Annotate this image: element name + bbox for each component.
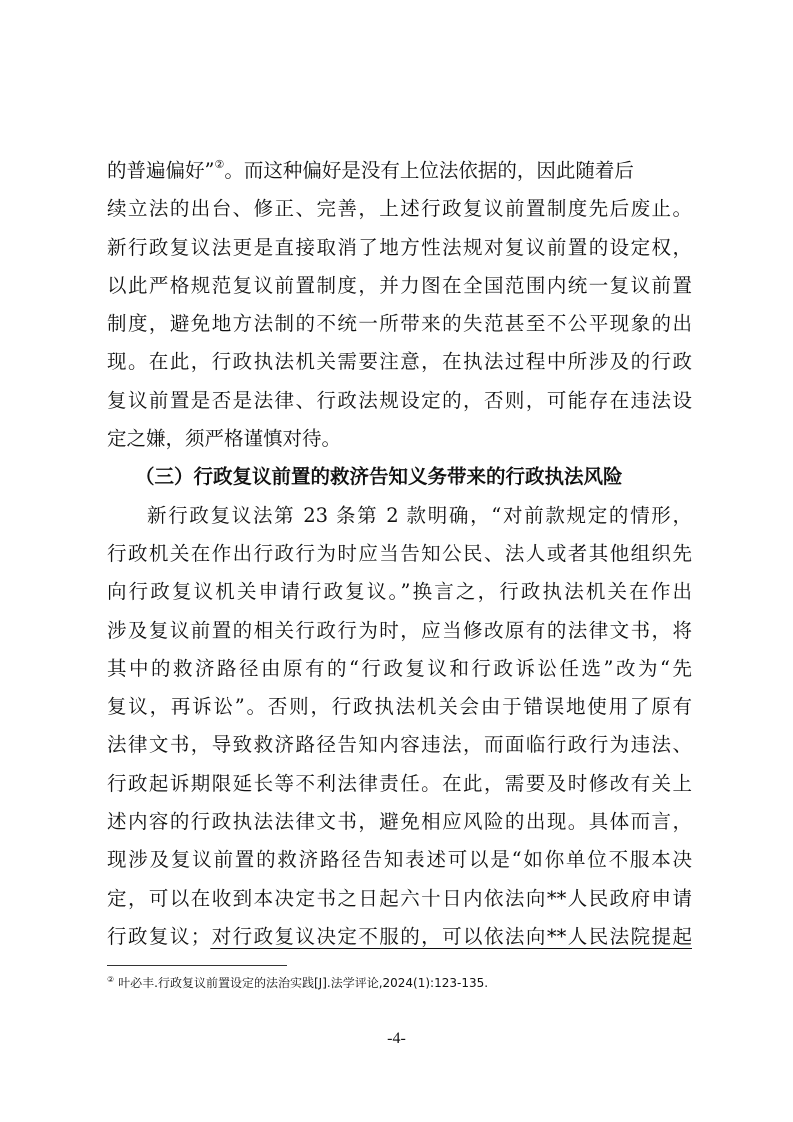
page-number: -4-	[387, 1030, 406, 1047]
text-line	[107, 918, 692, 956]
text-line: 其中的救济路径由原有的“行政复议和行政诉讼任选”改为“先	[107, 656, 692, 680]
text-line: 现涉及复议前置的救济路径告知表述可以是“如你单位不服本决	[107, 848, 692, 872]
text-line: 定，可以在收到本决定书之日起六十日内依法向**人民政府申请	[107, 886, 692, 910]
footnote-reference: ②	[214, 158, 225, 171]
text-line: 行政起诉期限延长等不利法律责任。在此，需要及时修改有关上	[107, 771, 692, 795]
text-line: 述内容的行政执法法律文书，避免相应风险的出现。具体而言，	[107, 810, 692, 834]
footnote	[107, 974, 707, 991]
text-line: 法律文书，导致救济路径告知内容违法，而面临行政行为违法、	[107, 733, 692, 757]
text-fragment: 。而这种偏好是没有上位法依据的，因此随着后	[224, 159, 634, 182]
text-line: 新行政复议法第 23 条第 2 款明确，“对前款规定的情形，	[147, 503, 692, 527]
text-fragment: 的普遍偏好”	[107, 159, 215, 182]
text-line: 定之嫌，须严格谨慎对待。	[107, 427, 342, 451]
text-line: 现。在此，行政执法机关需要注意，在执法过程中所涉及的行政	[107, 350, 692, 374]
text-line: 续立法的出台、修正、完善，上述行政复议前置制度先后废止。	[107, 197, 692, 221]
text-fragment: 行政复议；	[107, 924, 211, 948]
text-line	[107, 146, 692, 190]
body-text	[107, 146, 692, 956]
text-line: 复议前置是否是法律、行政法规设定的，否则，可能存在违法设	[107, 388, 692, 412]
text-line: 复议，再诉讼”。否则，行政执法机关会由于错误地使用了原有	[107, 695, 692, 719]
footnote-separator	[107, 965, 287, 966]
text-line: 行政机关在作出行政行为时应当告知公民、法人或者其他组织先	[107, 541, 692, 565]
text-line: 涉及复议前置的相关行政行为时，应当修改原有的法律文书，将	[107, 618, 692, 642]
section-heading: （三）行政复议前置的救济告知义务带来的行政执法风险	[135, 465, 623, 489]
underlined-text: 对行政复议决定不服的，可以依法向**人民法院提起	[210, 924, 692, 948]
text-line: 新行政复议法更是直接取消了地方性法规对复议前置的设定权，	[107, 235, 692, 259]
footnote-marker: ②	[107, 975, 115, 984]
footnote-text: 叶必丰.行政复议前置设定的法治实践[J].法学评论,2024(1):123-135.	[118, 976, 489, 990]
text-line: 以此严格规范复议前置制度，并力图在全国范围内统一复议前置	[107, 273, 692, 297]
text-line: 制度，避免地方法制的不统一所带来的失范甚至不公平现象的出	[107, 312, 692, 336]
text-line: 向行政复议机关申请行政复议。”换言之，行政执法机关在作出	[107, 580, 692, 604]
